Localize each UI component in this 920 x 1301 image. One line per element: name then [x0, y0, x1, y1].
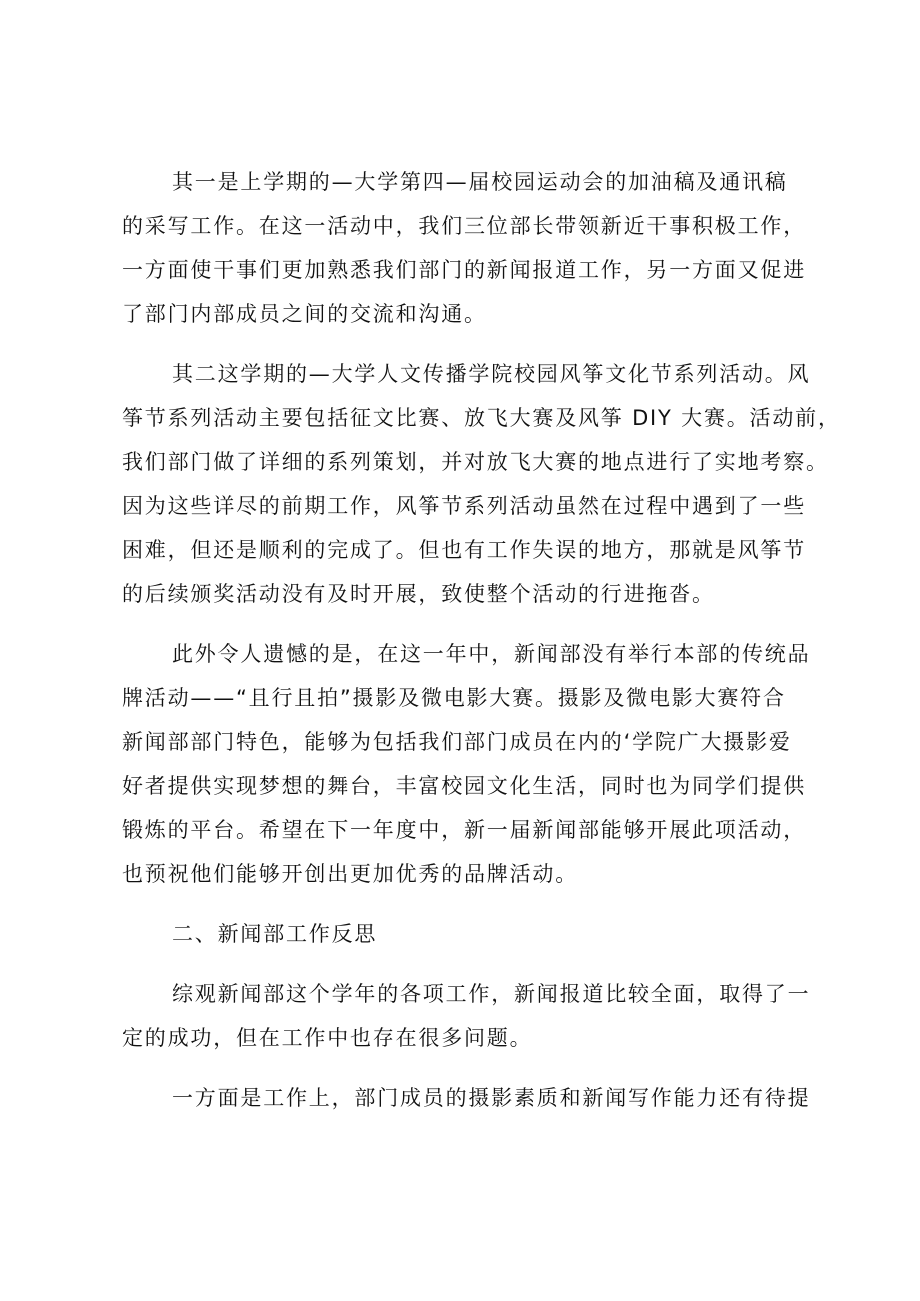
text-line: 我们部门做了详细的系列策划，并对放飞大赛的地点进行了实地考察。: [122, 450, 829, 474]
text-line: 综观新闻部这个学年的各项工作，新闻报道比较全面，取得了一: [172, 982, 811, 1006]
paragraph-gap: [122, 896, 822, 912]
paragraph-gap: [122, 956, 822, 972]
text-line: 此外令人遗憾的是，在这一年中，新闻部没有举行本部的传统品: [172, 642, 811, 666]
paragraph-5: [122, 1076, 822, 1120]
text-line: 一方面是工作上，部门成员的摄影素质和新闻写作能力还有待提: [172, 1086, 811, 1110]
text-line: 了部门内部成员之间的交流和沟通。: [122, 302, 487, 326]
text-line: 好者提供实现梦想的舞台，丰富校园文化生活，同时也为同学们提供: [122, 774, 806, 798]
text-line: 锻炼的平台。希望在下一年度中，新一届新闻部能够开展此项活动，: [122, 818, 806, 842]
text-line: 筝节系列活动主要包括征文比赛、放飞大赛及风筝 DIY 大赛。活动前，: [122, 406, 841, 430]
text-line: 因为这些详尽的前期工作，风筝节系列活动虽然在过程中遇到了一些: [122, 494, 806, 518]
section-heading-text: 二、新闻部工作反思: [172, 922, 378, 946]
paragraph-gap: [122, 1060, 822, 1076]
text-line: 定的成功，但在工作中也存在很多问题。: [122, 1026, 533, 1050]
text-line: 一方面使干事们更加熟悉我们部门的新闻报道工作，另一方面又促进: [122, 258, 806, 282]
paragraph-gap: [122, 616, 822, 632]
paragraph-2: [122, 352, 841, 616]
paragraph-4: [122, 972, 822, 1060]
text-line: 牌活动——“且行且拍”摄影及微电影大赛。摄影及微电影大赛符合: [122, 686, 786, 710]
text-line: 困难，但还是顺利的完成了。但也有工作失误的地方，那就是风筝节: [122, 538, 806, 562]
text-line: 也预祝他们能够开创出更加优秀的品牌活动。: [122, 862, 578, 886]
paragraph-3: [122, 632, 822, 896]
text-line: 其二这学期的—大学人文传播学院校园风筝文化节系列活动。风: [172, 362, 811, 386]
text-line: 其一是上学期的—大学第四—届校园运动会的加油稿及通讯稿: [172, 170, 788, 194]
paragraph-1: [122, 160, 822, 336]
paragraph-gap: [122, 336, 822, 352]
text-line: 的后续颁奖活动没有及时开展，致使整个活动的行进拖沓。: [122, 582, 715, 606]
text-line: 新闻部部门特色，能够为包括我们部门成员在内的‘学院广大摄影爱: [122, 730, 792, 754]
section-heading: [122, 912, 822, 956]
text-line: 的采写工作。在这一活动中，我们三位部长带领新近干事积极工作，: [122, 214, 806, 238]
document-body: [122, 160, 841, 1120]
